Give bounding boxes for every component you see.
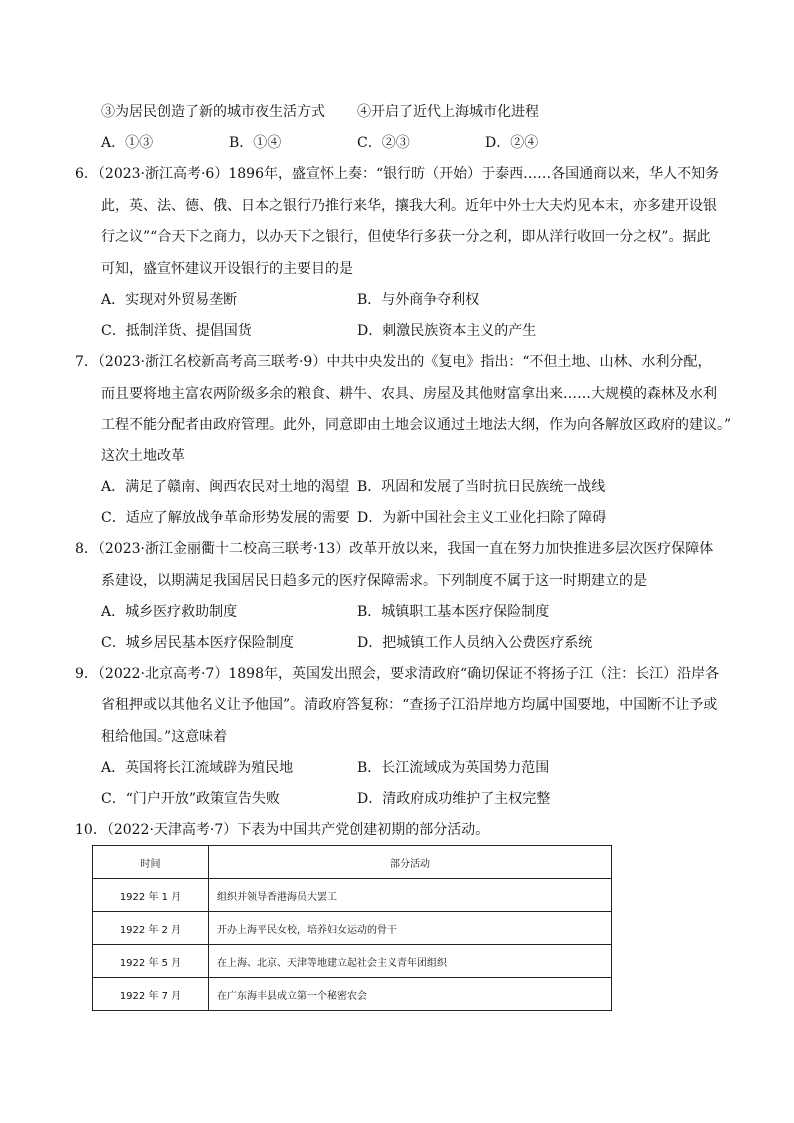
table-row: [93, 945, 612, 978]
q6-stem-line-3: 行之议”“合天下之商力，以办天下之银行，但使华行多获一分之利，即从洋行收回一分之权”。据此: [101, 229, 711, 245]
table-header-row: [93, 846, 612, 879]
q7-option-d: D．为新中国社会主义工业化扫除了障碍: [357, 510, 607, 526]
q7-stem-line-3: 工程不能分配者由政府管理。此外，同意即由土地会议通过土地法大纲，作为向各解放区政府的建议。”: [101, 417, 732, 433]
q9-stem-line-3: 租给他国。”这意味着: [101, 729, 228, 745]
q8-stem-line-2: 系建设，以期满足我国居民日趋多元的医疗保障需求。下列制度不属于这一时期建立的是: [101, 573, 647, 589]
table-cell-time: 1922 年 1 月: [93, 879, 209, 912]
q7-stem-line-4: 这次土地改革: [101, 448, 185, 464]
q7-option-c: C．适应了解放战争革命形势发展的需要: [101, 510, 350, 526]
q9-option-c: C．“门户开放”政策宣告失败: [101, 791, 281, 807]
q8-option-c: C．城乡居民基本医疗保险制度: [101, 635, 294, 651]
table-row: [93, 879, 612, 912]
q5-option-c: C．②③: [357, 135, 410, 151]
q9-stem-line-1: 9．（2022·北京高考·7）1898年，英国发出照会，要求清政府“确切保证不将扬子江（注：长江）沿岸各: [75, 666, 720, 682]
table-cell-time: 1922 年 2 月: [93, 912, 209, 945]
q8-option-d: D．把城镇工作人员纳入公费医疗系统: [357, 635, 593, 651]
q8-stem-line-1: 8．（2023·浙江金丽衢十二校高三联考·13）改革开放以来，我国一直在努力加快推进多层次医疗保障体: [75, 541, 714, 557]
q9-stem-line-2: 省租押或以其他名义让予他国”。清政府答复称：“查扬子江沿岸地方均属中国要地，中国断不让予或: [101, 697, 718, 713]
table-cell-activity: 在广东海丰县成立第一个秘密农会: [209, 978, 612, 1011]
table-row: [93, 912, 612, 945]
table-cell-time: 1922 年 7 月: [93, 978, 209, 1011]
table-row: [93, 978, 612, 1011]
q9-option-d: D．清政府成功维护了主权完整: [357, 791, 551, 807]
q7-option-b: B．巩固和发展了当时抗日民族统一战线: [357, 479, 606, 495]
q6-option-c: C．抵制洋货、提倡国货: [101, 323, 252, 339]
q5-statement-4: ④开启了近代上海城市化进程: [357, 104, 539, 120]
table-cell-time: 1922 年 5 月: [93, 945, 209, 978]
table-cell-activity: 开办上海平民女校，培养妇女运动的骨干: [209, 912, 612, 945]
q9-option-b: B．长江流域成为英国势力范围: [357, 760, 550, 776]
q7-stem-line-1: 7．（2023·浙江名校新高考高三联考·9）中共中央发出的《复电》指出：“不但土地、山林、水利分配，: [75, 354, 712, 370]
q5-statement-3: ③为居民创造了新的城市夜生活方式: [101, 104, 325, 120]
table-cell-activity: 在上海、北京、天津等地建立起社会主义青年团组织: [209, 945, 612, 978]
q5-option-b: B．①④: [229, 135, 282, 151]
q5-option-d: D．②④: [485, 135, 539, 151]
q6-option-a: A．实现对外贸易垄断: [101, 292, 238, 308]
q8-option-b: B．城镇职工基本医疗保险制度: [357, 604, 550, 620]
q10-activity-table: [92, 845, 612, 1011]
q6-option-d: D．刺激民族资本主义的产生: [357, 323, 537, 339]
q10-stem-line-1: 10．（2022·天津高考·7）下表为中国共产党创建初期的部分活动。: [75, 822, 490, 838]
q5-option-a: A．①③: [101, 135, 154, 151]
q9-option-a: A．英国将长江流域辟为殖民地: [101, 760, 294, 776]
q6-option-b: B．与外商争夺利权: [357, 292, 480, 308]
q7-option-a: A．满足了赣南、闽西农民对土地的渴望: [101, 479, 350, 495]
q8-option-a: A．城乡医疗救助制度: [101, 604, 238, 620]
q6-stem-line-1: 6．（2023·浙江高考·6）1896年，盛宣怀上奏：“银行昉（开始）于泰西……各国通商以来，华人不知务: [75, 166, 720, 182]
table-cell-activity: 组织并领导香港海员大罢工: [209, 879, 612, 912]
table-header-time: 时间: [93, 846, 209, 879]
q7-stem-line-2: 而且要将地主富农两阶级多余的粮食、耕牛、农具、房屋及其他财富拿出来……大规模的森林及水利: [101, 386, 717, 402]
table-header-activity: 部分活动: [209, 846, 612, 879]
q6-stem-line-4: 可知，盛宣怀建议开设银行的主要目的是: [101, 261, 353, 277]
q6-stem-line-2: 此，英、法、德、俄、日本之银行乃推行来华，攘我大利。近年中外士大夫灼见本末，亦多建开设银: [101, 198, 717, 214]
